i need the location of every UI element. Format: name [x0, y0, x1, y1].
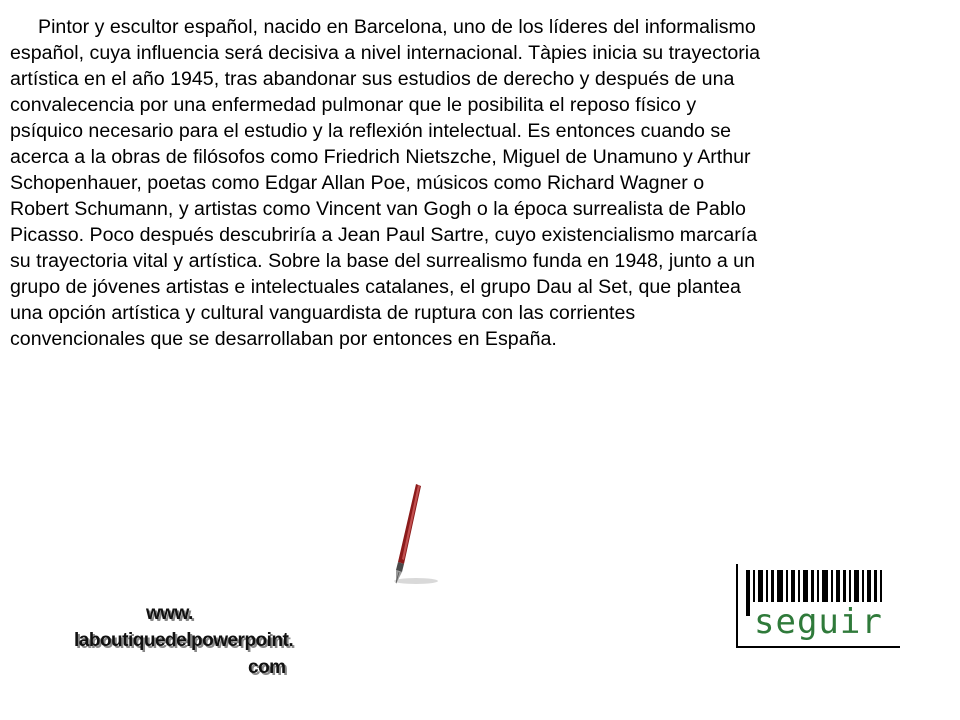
watermark-line-3: com — [248, 657, 286, 678]
watermark-line-1: www. — [146, 603, 193, 624]
fountain-pen-icon — [380, 480, 440, 590]
slide-body-text: Pintor y escultor español, nacido en Barcelona, uno de los líderes del informalismo español, cuya influencia será decisiva a nivel internacional. Tàpies inicia su trayectoria artística en el año 1945, tras abandonar sus estudios de derecho y después de una convalecencia por una enfermedad pulmonar que le posibilita el reposo físico y psíquico necesario para el estudio y la reflexión intelectual. Es entonces cuando se acerca a la obras de filósofos como Friedrich Nietszche, Miguel de Unamuno y Arthur Schopenhauer, poetas como Edgar Allan Poe, músicos como Richard Wagner o Robert Schumann, y artistas como Vincent van Gogh o la época surrealista de Pablo Picasso. Poco después descubriría a Jean Paul Sartre, cuyo existencialismo marcaría su trayectoria vital y artística. Sobre la base del surrealismo funda en 1948, junto a un grupo de jóvenes artistas e intelectuales catalanes, el grupo Dau al Set, que plantea una opción artística y cultural vanguardista de ruptura con las corrientes convencionales que se desarrollaban por entonces en España. — [10, 16, 761, 350]
watermark-link[interactable] — [74, 600, 294, 684]
seguir-button[interactable] — [736, 564, 900, 648]
seguir-label: seguir — [750, 602, 887, 642]
watermark-line-2: laboutiquedelpowerpoint. — [74, 630, 294, 651]
